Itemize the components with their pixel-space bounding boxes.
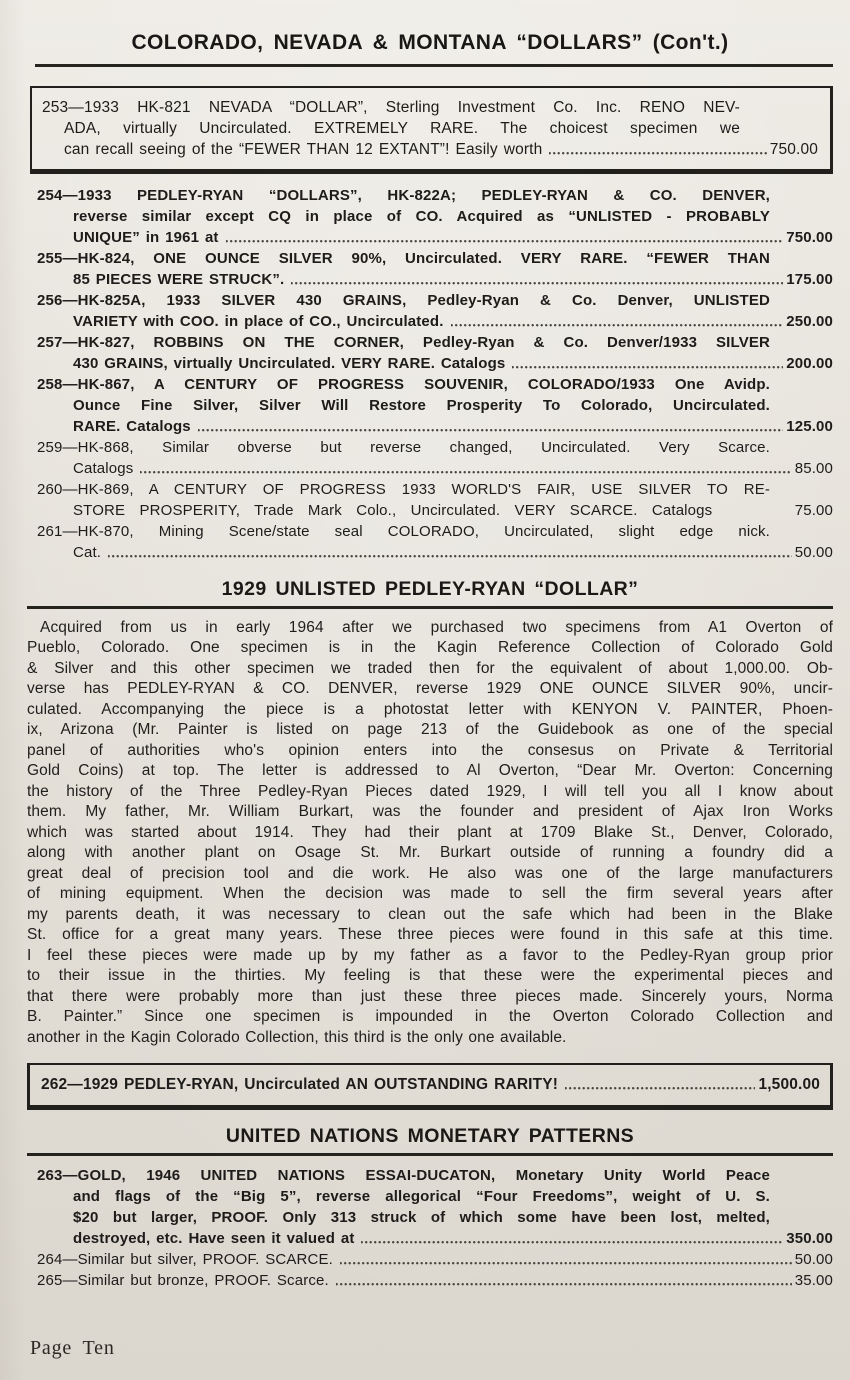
item-line: $20 but larger, PROOF. Only 313 struck of which some have been lost, melted, [73, 1208, 770, 1226]
item-line: and flags of the “Big 5”, reverse allegorical “Four Freedoms”, weight of U. S. [73, 1187, 770, 1205]
article-line: Pueblo, Colorado. One specimen is in the Kagin Reference Collection of Colorado Gold [27, 639, 833, 656]
dotted-leader [451, 311, 784, 332]
catalog-item-262 [41, 1074, 820, 1095]
item-price: 85.00 [794, 460, 833, 477]
dotted-leader [226, 227, 784, 248]
item-price-line [37, 227, 833, 248]
section-rule [27, 606, 833, 609]
article-line: that there were probably more than just these three pieces made. Sincerely yours, Norma [27, 987, 833, 1005]
item-text: Catalogs [73, 460, 134, 477]
article-line: culated. Accompanying the piece is a photostat letter with KENYON V. PAINTER, Phoen- [27, 700, 833, 718]
item-price-line [37, 416, 833, 437]
item-text: destroyed, etc. Have seen it valued at [73, 1229, 355, 1247]
item-text: can recall seeing of the “FEWER THAN 12 EXTANT”! Easily worth [64, 141, 543, 158]
article-line: & Silver and this other specimen we traded then for the equivalent of about 1,000.00. Ob- [27, 659, 833, 677]
dotted-leader [336, 1270, 792, 1291]
dotted-leader [198, 416, 783, 437]
item-text: Cat. [73, 544, 102, 561]
article-line: ix, Arizona (Mr. Painter is listed on page 213 of the Guidebook as one of the special [27, 721, 833, 738]
catalog-item-257 [37, 332, 833, 374]
item-price-line [41, 1074, 820, 1095]
item-line: 260—HK-869, A CENTURY OF PROGRESS 1933 WORLD'S FAIR, USE SILVER TO RE- [37, 481, 770, 498]
colorado-lot-list [37, 185, 833, 563]
article-line: Acquired from us in early 1964 after we purchased two specimens from A1 Overton of [40, 618, 833, 636]
item-price: 350.00 [786, 1229, 833, 1247]
catalog-item-254 [37, 185, 833, 248]
page-number: Page Ten [30, 1336, 115, 1359]
article-line: which was started about 1914. They had their plant at 1709 Blake St., Denver, Colorado, [27, 823, 833, 841]
item-price-line [37, 1249, 833, 1270]
item-text: 430 GRAINS, virtually Uncirculated. VERY RARE. Catalogs [73, 355, 506, 372]
catalog-item-258 [37, 374, 833, 437]
item-text: UNIQUE” in 1961 at [73, 229, 219, 246]
title-rule [35, 64, 833, 67]
catalog-item-253 [42, 97, 818, 160]
item-price: 75.00 [794, 502, 833, 519]
item-price: 1,500.00 [758, 1076, 820, 1093]
item-line: 256—HK-825A, 1933 SILVER 430 GRAINS, Pedley-Ryan & Co. Denver, UNLISTED [37, 292, 770, 309]
item-line: 255—HK-824, ONE OUNCE SILVER 90%, Uncirculated. VERY RARE. “FEWER THAN [37, 250, 770, 267]
united-nations-lot-list [37, 1165, 833, 1291]
dotted-leader [140, 458, 791, 479]
catalog-item-261 [37, 521, 833, 563]
spacer [726, 500, 794, 521]
section-heading-pedley-ryan: 1929 UNLISTED PEDLEY-RYAN “DOLLAR” [221, 578, 639, 600]
article-line: the history of the Three Pedley-Ryan Pieces dated 1929, I will tell you all I know about [27, 782, 833, 800]
dotted-leader [549, 139, 766, 160]
article-line: of mining equipment. When the decision was made to sell the firm several years after [27, 885, 833, 902]
catalog-item-265 [37, 1270, 833, 1291]
pedley-ryan-article [27, 618, 833, 1049]
article-line: panel of authorities who's opinion enters into the consesus on Private & Territorial [27, 741, 833, 759]
section-heading-united-nations: UNITED NATIONS MONETARY PATTERNS [225, 1125, 635, 1147]
catalog-item-259 [37, 437, 833, 479]
catalog-item-256 [37, 290, 833, 332]
item-price: 175.00 [786, 271, 833, 288]
article-line: St. office for a great many years. These three pieces were found in this safe at this time. [27, 926, 833, 943]
item-price: 750.00 [786, 229, 833, 246]
catalog-item-263 [37, 1165, 833, 1249]
item-price-line [42, 139, 818, 160]
featured-lot-253-box [30, 86, 833, 174]
article-line: I feel these pieces were made up by my father as a favor to the Pedley-Ryan group prior [27, 946, 833, 964]
item-price-line [37, 542, 833, 563]
catalog-item-260 [37, 479, 833, 521]
article-line: another in the Kagin Colorado Collection, this third is the only one available. [27, 1028, 567, 1046]
item-line: 253—1933 HK-821 NEVADA “DOLLAR”, Sterling Investment Co. Inc. RENO NEV- [42, 99, 740, 116]
featured-lot-262-box [27, 1063, 833, 1110]
item-price: 200.00 [786, 355, 833, 372]
item-price: 250.00 [786, 313, 833, 330]
item-price-line [37, 353, 833, 374]
article-line: them. My father, Mr. William Burkart, was the founder and president of Ajax Iron Works [27, 803, 833, 820]
item-text: 264—Similar but silver, PROOF. SCARCE. [37, 1250, 333, 1268]
item-price: 50.00 [794, 544, 833, 561]
item-line: Ounce Fine Silver, Silver Will Restore Prosperity To Colorado, Uncirculated. [73, 397, 770, 414]
item-price: 750.00 [769, 141, 818, 158]
item-line: 263—GOLD, 1946 UNITED NATIONS ESSAI-DUCATON, Monetary Unity World Peace [37, 1166, 770, 1184]
article-line: Gold Coins) at top. The letter is addressed to Al Overton, “Dear Mr. Overton: Concerning [27, 762, 833, 779]
item-text: 85 PIECES WERE STRUCK”. [73, 271, 285, 288]
item-price-line [37, 1228, 833, 1249]
item-price-line [37, 269, 833, 290]
item-text: STORE PROSPERITY, Trade Mark Colo., Uncirculated. VERY SCARCE. Catalogs [73, 502, 713, 519]
dotted-leader [291, 269, 783, 290]
dotted-leader [565, 1074, 755, 1095]
item-price-line [37, 1270, 833, 1291]
dotted-leader [512, 353, 783, 374]
item-line: 257—HK-827, ROBBINS ON THE CORNER, Pedley-Ryan & Co. Denver/1933 SILVER [37, 334, 770, 351]
item-line: 254—1933 PEDLEY-RYAN “DOLLARS”, HK-822A; PEDLEY-RYAN & CO. DENVER, [37, 187, 770, 204]
item-price: 125.00 [786, 418, 833, 435]
item-price: 35.00 [794, 1271, 833, 1289]
item-line: 259—HK-868, Similar obverse but reverse changed, Uncirculated. Very Scarce. [37, 439, 770, 456]
item-text: 265—Similar but bronze, PROOF. Scarce. [37, 1271, 329, 1289]
dotted-leader [340, 1249, 792, 1270]
item-text: RARE. Catalogs [73, 418, 191, 435]
page-title: COLORADO, NEVADA & MONTANA “DOLLARS” (Con't.) [131, 31, 729, 54]
dotted-leader [361, 1228, 783, 1249]
section-rule [27, 1153, 833, 1156]
item-line: reverse similar except CQ in place of CO. Acquired as “UNLISTED - PROBABLY [73, 208, 770, 225]
item-price: 50.00 [794, 1250, 833, 1268]
item-line: ADA, virtually Uncirculated. EXTREMELY RARE. The choicest specimen we [64, 120, 740, 137]
article-line: to their issue in the thirties. My feeling is that these were the experimental pieces and [27, 967, 833, 984]
dotted-leader [108, 542, 792, 563]
item-line: 261—HK-870, Mining Scene/state seal COLORADO, Uncirculated, slight edge nick. [37, 523, 770, 540]
item-price-line [37, 500, 833, 521]
article-line: along with another plant on Osage St. Mr. Burkart outside of running a foundry did a [27, 844, 833, 861]
catalog-item-255 [37, 248, 833, 290]
article-line: great deal of precision tool and die work. He also was one of the large manufacturers [27, 864, 833, 882]
catalog-item-264 [37, 1249, 833, 1270]
item-text: VARIETY with COO. in place of CO., Uncirculated. [73, 313, 444, 330]
item-line: 258—HK-867, A CENTURY OF PROGRESS SOUVENIR, COLORADO/1933 One Avidp. [37, 376, 770, 393]
article-line: verse has PEDLEY-RYAN & CO. DENVER, reverse 1929 ONE OUNCE SILVER 90%, uncir- [27, 680, 833, 697]
article-line: my parents death, it was necessary to clean out the safe which had been in the Blake [27, 905, 833, 923]
article-line: B. Painter.” Since one specimen is impounded in the Overton Colorado Collection and [27, 1008, 833, 1025]
item-text: 262—1929 PEDLEY-RYAN, Uncirculated AN OUTSTANDING RARITY! [41, 1076, 559, 1093]
item-price-line [37, 458, 833, 479]
item-price-line [37, 311, 833, 332]
